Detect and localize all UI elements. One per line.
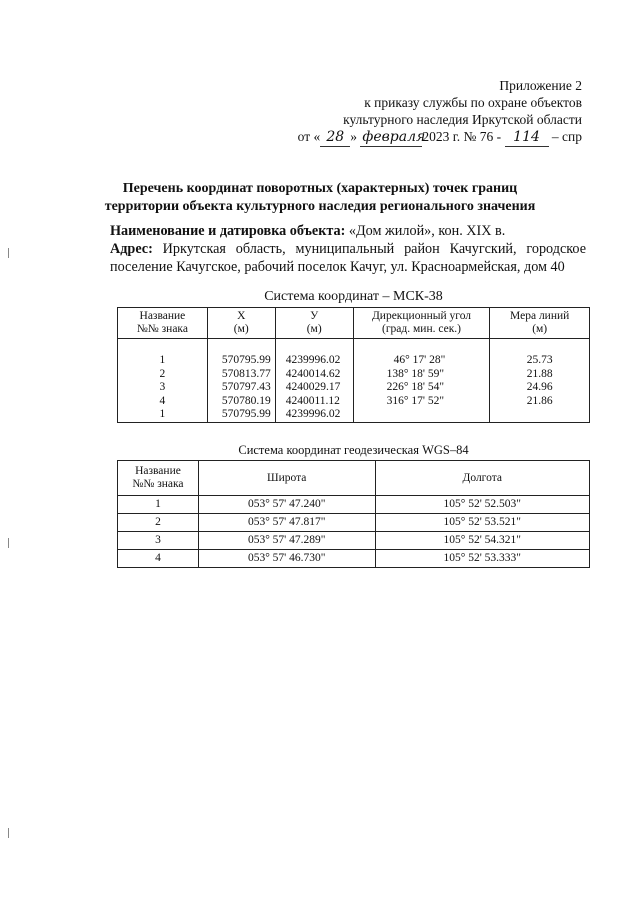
table-row: 1 570795.99 4239996.02 46° 17' 28" 25.73: [118, 354, 590, 368]
table-row: 4 570780.19 4240011.12 316° 17' 52" 21.86: [118, 395, 590, 409]
table-row: 3 053° 57' 47.289" 105° 52' 54.321": [118, 532, 590, 550]
title-line-2: территории объекта культурного наследия регионального значения: [104, 199, 536, 214]
coordinates-table-wgs84: [117, 460, 590, 568]
table2-header-row: [118, 461, 590, 496]
document-title: [0, 180, 640, 216]
appendix-date-line: [298, 128, 582, 147]
table1-header-row: [118, 308, 590, 339]
date-mid: »: [350, 129, 358, 144]
table2-header-point: Название №№ знака: [118, 461, 199, 496]
object-name: [110, 222, 586, 240]
table-row: 1 570795.99 4239996.02: [118, 408, 590, 422]
table-row: 2 053° 57' 47.817" 105° 52' 53.521": [118, 514, 590, 532]
table1-header-x: X (м): [207, 308, 275, 339]
table2-caption: Система координат геодезическая WGS–84: [238, 443, 469, 457]
object-address: [110, 240, 586, 276]
table1-header-y: У (м): [275, 308, 353, 339]
table-row: 3 570797.43 4240029.17 226° 18' 54" 24.96: [118, 381, 590, 395]
object-name-label: Наименование и датировка объекта:: [110, 223, 346, 239]
handwritten-month: февраля: [362, 129, 426, 145]
table2-header-latitude: Широта: [198, 461, 375, 496]
margin-mark: [8, 828, 9, 838]
appendix-line-2: к приказу службы по охране объектов: [364, 95, 582, 110]
table1-caption: Система координат – МСК-38: [264, 289, 443, 304]
appendix-line-1: Приложение 2: [499, 78, 582, 93]
table-row: 4 053° 57' 46.730" 105° 52' 53.333": [118, 550, 590, 568]
margin-mark: [8, 248, 9, 258]
margin-mark: [8, 538, 9, 548]
coordinates-table-msk38: [117, 307, 590, 423]
handwritten-day: 28: [320, 129, 350, 147]
date-year: 2023 г. № 76 -: [422, 129, 502, 144]
table1-spacer-row: [118, 339, 590, 355]
table1-header-point: Название №№ знака: [118, 308, 208, 339]
appendix-line-3: культурного наследия Иркутской области: [343, 112, 582, 127]
table2-header-longitude: Долгота: [375, 461, 590, 496]
date-prefix: от «: [297, 129, 321, 144]
appendix-header: [298, 77, 582, 147]
table1-header-angle: Дирекционный угол (град. мин. сек.): [353, 308, 490, 339]
handwritten-number: 114: [505, 129, 549, 147]
object-name-value: «Дом жилой», кон. XIX в.: [345, 223, 506, 239]
table-row: 1 053° 57' 47.240" 105° 52' 52.503": [118, 496, 590, 514]
title-line-1: Перечень координат поворотных (характерных) точек границ: [122, 181, 518, 196]
address-value: Иркутская область, муниципальный район Качугский, городское поселение Качугское, рабочий поселок Качуг, ул. Красноармейская, дом 40: [110, 241, 586, 275]
address-label: Адрес:: [110, 241, 153, 257]
table1-header-length: Мера линий (м): [490, 308, 590, 339]
table-row: 2 570813.77 4240014.62 138° 18' 59" 21.88: [118, 368, 590, 382]
date-suffix: – спр: [551, 129, 582, 144]
